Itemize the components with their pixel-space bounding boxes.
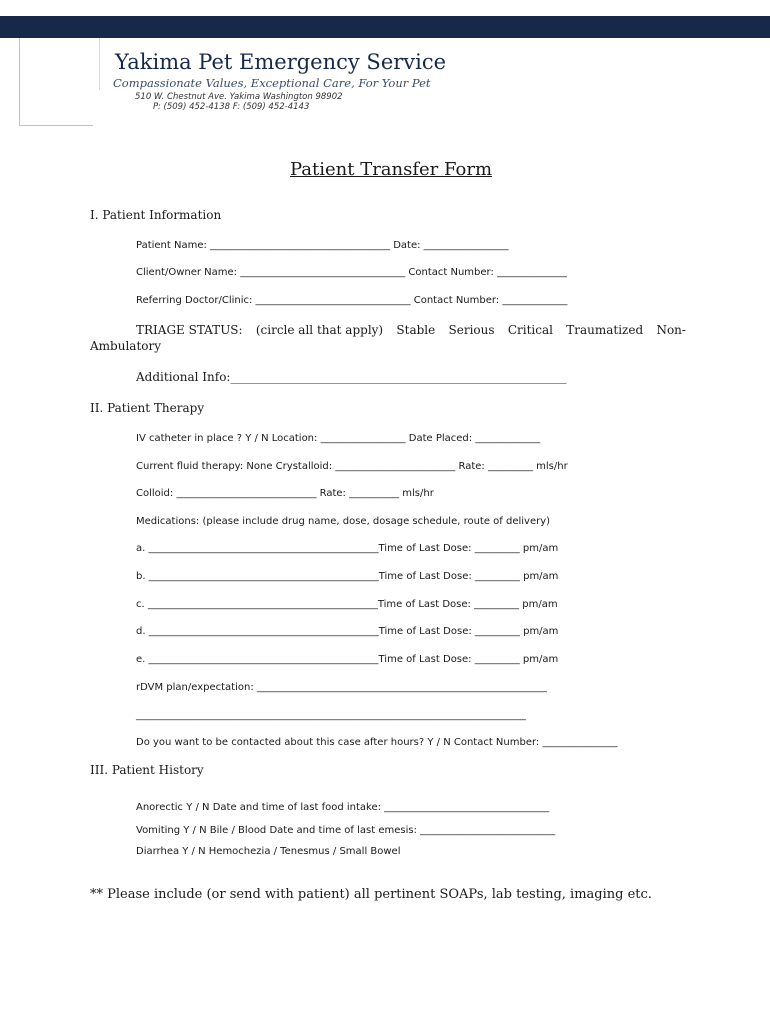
fluid-therapy-line[interactable]: Current fluid therapy: None Crystalloid: ________________________ Rate: _________ mls/hr [136, 461, 568, 472]
decorative-divider [99, 38, 100, 90]
triage-option-traumatized[interactable]: Traumatized [566, 323, 644, 337]
triage-option-critical[interactable]: Critical [507, 323, 553, 337]
medication-line-b[interactable]: b. ______________________________________________Time of Last Dose: _________ pm/am [136, 571, 559, 582]
owner-name-line[interactable]: Client/Owner Name: _________________________________ Contact Number: ______________ [136, 267, 568, 278]
medication-line-d[interactable]: d. ______________________________________________Time of Last Dose: _________ pm/am [136, 626, 559, 637]
header-color-bar [0, 16, 770, 38]
history-anorectic-line[interactable]: Anorectic Y / N Date and time of last food intake: _________________________________ [136, 802, 550, 813]
triage-option-serious[interactable]: Serious [448, 323, 495, 337]
section-heading-patient-history: III. Patient History [90, 763, 204, 777]
patient-name-line[interactable]: Patient Name: ____________________________________ Date: _________________ [136, 240, 509, 251]
after-hours-contact-line[interactable]: Do you want to be contacted about this case after hours? Y / N Contact Number: _______________ [136, 737, 618, 748]
footer-note: ** Please include (or send with patient) all pertinent SOAPs, lab testing, imaging etc. [90, 887, 652, 902]
triage-option-stable[interactable]: Stable [396, 323, 436, 337]
additional-info-line[interactable]: Additional Info:________________________________________________________ [136, 370, 567, 384]
referring-clinic-line[interactable]: Referring Doctor/Clinic: _______________________________ Contact Number: _____________ [136, 295, 568, 306]
clinic-tagline: Compassionate Values, Exceptional Care, For Your Pet [113, 76, 431, 90]
medications-label: Medications: (please include drug name, dose, dosage schedule, route of delivery) [136, 516, 551, 527]
medication-line-c[interactable]: c. ______________________________________________Time of Last Dose: _________ pm/am [136, 599, 558, 610]
triage-wrap-text[interactable]: Ambulatory [90, 339, 162, 353]
history-diarrhea-line[interactable]: Diarrhea Y / N Hemochezia / Tenesmus / Small Bowel [136, 846, 401, 857]
decorative-border-horizontal [19, 125, 93, 126]
clinic-phones: P: (509) 452-4138 F: (509) 452-4143 [153, 102, 310, 112]
section-heading-patient-therapy: II. Patient Therapy [90, 401, 205, 415]
triage-option-non-ambulatory[interactable]: Non- [656, 323, 686, 337]
section-heading-patient-info: I. Patient Information [90, 208, 222, 222]
triage-status [90, 322, 686, 354]
colloid-line[interactable]: Colloid: ____________________________ Rate: __________ mls/hr [136, 488, 434, 499]
triage-instruction: (circle all that apply) [255, 323, 384, 337]
rdvm-plan-line[interactable]: rDVM plan/expectation: __________________________________________________________ [136, 682, 547, 693]
medication-line-e[interactable]: e. ______________________________________________Time of Last Dose: _________ pm/am [136, 654, 559, 665]
triage-status-row [90, 322, 686, 338]
decorative-border-vertical [19, 38, 20, 125]
iv-catheter-line[interactable]: IV catheter in place ? Y / N Location: _________________ Date Placed: _____________ [136, 433, 541, 444]
clinic-name: Yakima Pet Emergency Service [115, 50, 447, 74]
medication-line-a[interactable]: a. ______________________________________________Time of Last Dose: _________ pm/am [136, 543, 559, 554]
history-vomiting-line[interactable]: Vomiting Y / N Bile / Blood Date and time of last emesis: ___________________________ [136, 825, 556, 836]
triage-label: TRIAGE STATUS: [136, 323, 243, 337]
form-title-text: Patient Transfer Form [289, 159, 493, 180]
form-title [0, 159, 770, 180]
clinic-address: 510 W. Chestnut Ave. Yakima Washington 98902 [135, 92, 343, 102]
rdvm-plan-continuation-line[interactable]: ______________________________________________________________________________ [136, 710, 526, 721]
